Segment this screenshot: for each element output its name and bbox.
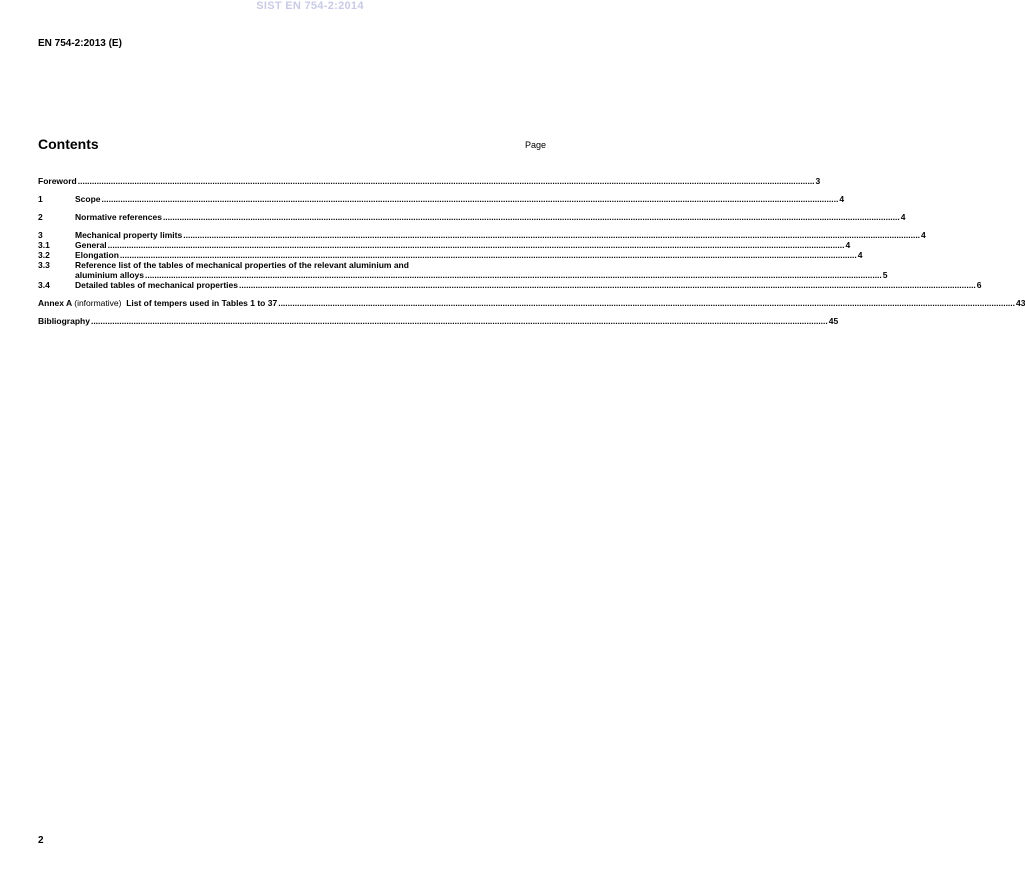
toc-entry-text: Bibliography	[38, 316, 90, 326]
toc-entry-page: 4	[900, 212, 906, 222]
toc-entry-text: Foreword	[38, 176, 77, 186]
leader-dots	[145, 270, 882, 280]
document-id: EN 754-2:2013 (E)	[38, 38, 122, 49]
toc-entry-text: Normative references	[75, 212, 162, 222]
leader-dots	[102, 194, 839, 204]
toc-entry-number: 3.4	[38, 280, 50, 290]
annex-type: (informative)	[74, 298, 122, 308]
toc-entry-number: 1	[38, 194, 43, 204]
toc-entry-foreword[interactable]	[38, 176, 821, 186]
toc-entry-mechanical-property-limits[interactable]	[38, 230, 926, 240]
toc-entry-page: 4	[839, 194, 845, 204]
toc-entry-text-line2: aluminium alloys	[75, 270, 144, 280]
table-of-contents	[38, 176, 1025, 326]
toc-entry-reference-list[interactable]	[38, 260, 888, 280]
leader-dots	[163, 212, 900, 222]
toc-entry-page: 6	[976, 280, 982, 290]
page-number: 2	[38, 835, 44, 846]
toc-entry-number: 2	[38, 212, 43, 222]
toc-entry-page: 4	[857, 250, 863, 260]
toc-entry-annex-a[interactable]	[38, 298, 1025, 308]
toc-entry-text: Mechanical property limits	[75, 230, 183, 240]
leader-dots	[183, 230, 920, 240]
leader-dots	[120, 250, 857, 260]
page-column-label: Page	[524, 140, 546, 150]
toc-entry-general[interactable]	[38, 240, 851, 250]
leader-dots	[278, 298, 1015, 308]
annex-title: List of tempers used in Tables 1 to 37	[126, 298, 278, 308]
toc-entry-number: 3.3	[38, 260, 50, 270]
toc-entry-page: 43	[1016, 298, 1025, 308]
toc-entry-detailed-tables[interactable]	[38, 280, 982, 290]
toc-entry-text: Scope	[75, 194, 101, 204]
toc-entry-page: 3	[815, 176, 821, 186]
toc-entry-page: 4	[921, 230, 926, 240]
toc-entry-page: 4	[845, 240, 851, 250]
watermark: SIST EN 754-2:2014	[256, 0, 364, 12]
toc-entry-scope[interactable]	[38, 194, 845, 204]
contents-heading: Contents	[38, 136, 99, 152]
toc-entry-bibliography[interactable]	[38, 316, 839, 326]
leader-dots	[239, 280, 976, 290]
toc-entry-text: Detailed tables of mechanical properties	[75, 280, 238, 290]
toc-entry-text-line1: Reference list of the tables of mechanical properties of the relevant aluminium and	[75, 260, 409, 270]
toc-entry-text: General	[75, 240, 107, 250]
leader-dots	[108, 240, 845, 250]
toc-entry-page: 45	[828, 316, 839, 326]
toc-entry-text: Elongation	[75, 250, 119, 260]
leader-dots	[91, 316, 828, 326]
toc-entry-text	[38, 298, 277, 308]
leader-dots	[78, 176, 815, 186]
toc-entry-number: 3	[38, 230, 43, 240]
toc-entry-number: 3.1	[38, 240, 50, 250]
toc-entry-elongation[interactable]	[38, 250, 863, 260]
toc-entry-page: 5	[882, 270, 888, 280]
toc-entry-normative-references[interactable]	[38, 212, 906, 222]
annex-prefix: Annex A	[38, 298, 72, 308]
toc-entry-number: 3.2	[38, 250, 50, 260]
